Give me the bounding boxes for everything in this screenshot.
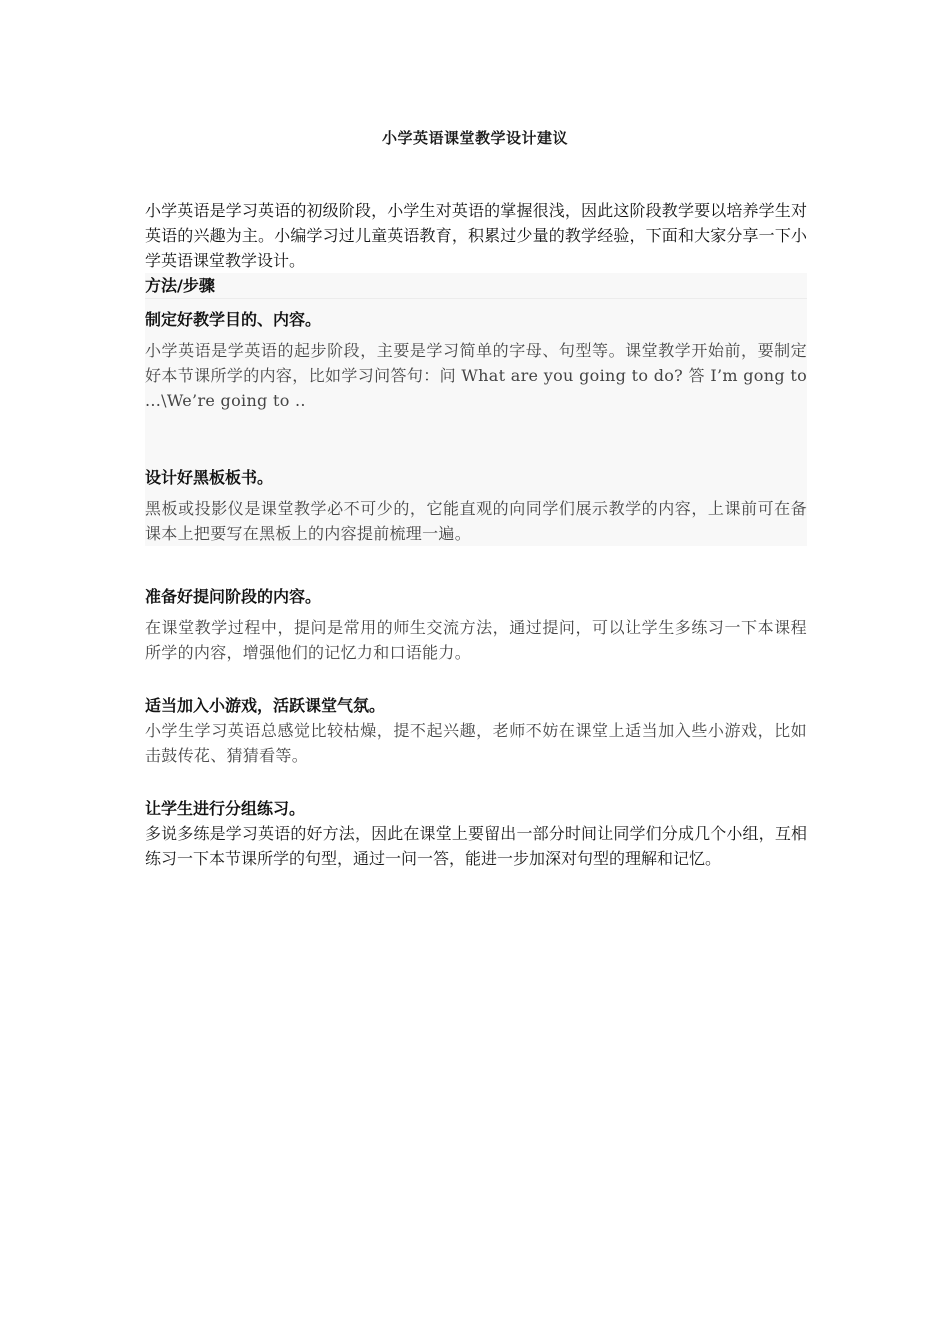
steps-label: 方法/步骤: [145, 273, 807, 299]
section-body: 在课堂教学过程中，提问是常用的师生交流方法，通过提问，可以让学生多练习一下本课程所学的内容，增强他们的记忆力和口语能力。: [145, 618, 807, 662]
section-5: [145, 768, 807, 871]
section-3: [145, 546, 807, 665]
document-title: 小学英语课堂教学设计建议: [381, 129, 568, 147]
section-body: 小学英语是学英语的起步阶段，主要是学习简单的字母、句型等。课堂教学开始前，要制定好本节课所学的内容，比如学习问答句：问 What are you going to do? 答 I’m gong to ...\We’re going to ..: [145, 341, 807, 410]
section-heading: 设计好黑板板书。: [145, 468, 274, 487]
section-4: [145, 665, 807, 768]
section-heading: 让学生进行分组练习。: [145, 799, 306, 818]
section-1: [145, 299, 807, 447]
section-heading: 准备好提问阶段的内容。: [145, 587, 322, 606]
section-body: 多说多练是学习英语的好方法，因此在课堂上要留出一部分时间让同学们分成几个小组，互相练习一下本节课所学的句型，通过一问一答，能进一步加深对句型的理解和记忆。: [145, 824, 807, 868]
section-2: [145, 447, 807, 546]
section-body: 黑板或投影仪是课堂教学必不可少的，它能直观的向同学们展示教学的内容，上课前可在备课本上把要写在黑板上的内容提前梳理一遍。: [145, 499, 807, 543]
section-body: 小学生学习英语总感觉比较枯燥，提不起兴趣，老师不妨在课堂上适当加入些小游戏，比如击鼓传花、猜猜看等。: [145, 721, 807, 765]
document-body: [145, 198, 807, 871]
section-heading: 制定好教学目的、内容。: [145, 310, 322, 329]
intro-paragraph: 小学英语是学习英语的初级阶段，小学生对英语的掌握很浅，因此这阶段教学要以培养学生对英语的兴趣为主。小编学习过儿童英语教育，积累过少量的教学经验，下面和大家分享一下小学英语课堂教学设计。: [145, 201, 807, 270]
section-heading: 适当加入小游戏，活跃课堂气氛。: [145, 696, 386, 715]
